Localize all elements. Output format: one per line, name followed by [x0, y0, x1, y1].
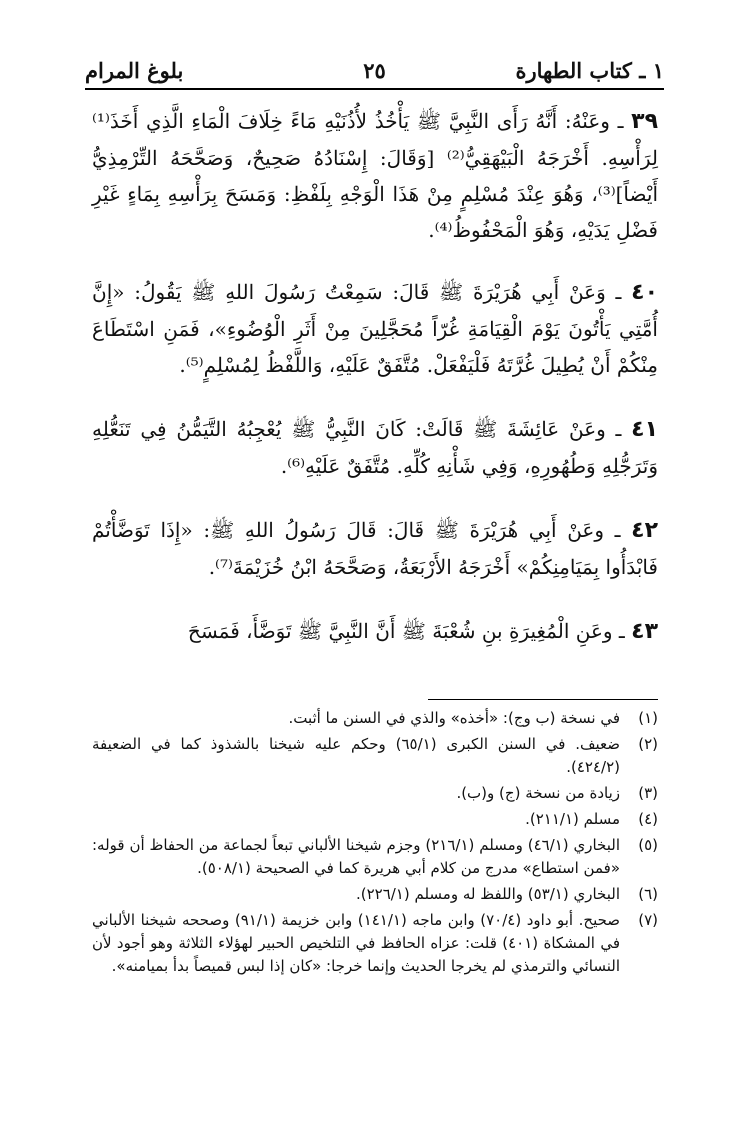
- hadith-41: [92, 411, 658, 484]
- hadith-43: [92, 613, 658, 650]
- footnote-5: [92, 834, 658, 880]
- footnote-number: (٥): [638, 836, 658, 854]
- hadith-42: [92, 512, 658, 585]
- hadith-number: ٣٩: [631, 109, 658, 134]
- hadith-text: ـ وعَنِ الْمُغِيرَةِ بنِ شُعْبَةَ ﷺ أَنَّ النَّبِيَّ ﷺ تَوَضَّأَ، فَمَسَحَ: [187, 619, 625, 643]
- footnote-4: [92, 808, 658, 831]
- hadith-text: ـ وعَنْ عَائِشَةَ ﷺ قَالَتْ: كَانَ النَّبِيُّ ﷺ يُعْجِبُهُ التَّيَمُّنُ فِي تَنَعُّلِهِ وَتَرَجُّلِهِ وَطُهُورِهِ، وَفِي شَأْنِهِ كُلِّهِ. مُتَّفَقٌ عَلَيْهِ⁽⁶⁾.: [92, 417, 658, 478]
- hadith-40: [92, 274, 658, 383]
- hadith-number: ٤١: [631, 417, 658, 442]
- hadith-text-body: [92, 103, 658, 678]
- footnote-3: [92, 782, 658, 805]
- footnote-1: [92, 707, 658, 730]
- chapter-title: ١ ـ كتاب الطهارة: [515, 58, 664, 83]
- footnote-text: البخاري (٥٣/١) واللفظ له ومسلم (٢٢٦/١).: [355, 885, 620, 903]
- footnotes: [92, 707, 658, 981]
- footnote-divider: [428, 699, 658, 700]
- footnote-2: [92, 733, 658, 779]
- footnote-text: مسلم (٢١١/١).: [525, 810, 620, 828]
- footnote-6: [92, 883, 658, 906]
- hadith-number: ٤٠: [631, 280, 659, 305]
- footnote-number: (٧): [638, 911, 658, 929]
- footnote-number: (٣): [638, 784, 658, 802]
- hadith-text: ـ وَعَنْ أَبِي هُرَيْرَةَ ﷺ قَالَ: سَمِعْتُ رَسُولَ اللهِ ﷺ يَقُولُ: «إِنَّ أُمَّتِي يَأْتُونَ يَوْمَ الْقِيَامَةِ غُرّاً مُحَجَّلِينَ مِنْ أَثَرِ الْوُضُوءِ»، فَمَنِ اسْتَطَاعَ مِنْكُمْ أَنْ يُطِيلَ غُرَّتَهُ فَلْيَفْعَلْ. مُتَّفَقٌ عَلَيْهِ، وَاللَّفْظُ لِمُسْلِمٍ⁽⁵⁾.: [92, 280, 658, 377]
- footnote-text: ضعيف. في السنن الكبرى (٦٥/١) وحكم عليه شيخنا بالشذوذ كما في الضعيفة (٤٢٤/٢).: [92, 735, 620, 776]
- page-number: ٢٥: [363, 58, 386, 83]
- footnote-text: البخاري (٤٦/١) ومسلم (٢١٦/١) وجزم شيخنا الألباني تبعاً لجماعة من الحفاظ أن قوله: «فمن استطاع» مدرج من كلام أبي هريرة كما في الصحيحة (٥٠٨/١).: [92, 836, 621, 877]
- hadith-text: ـ وعَنْ أَبِي هُرَيْرَةَ ﷺ قَالَ: قَالَ رَسُولُ اللهِ ﷺ: «إِذَا تَوَضَّأْتُمْ فَابْدَأُوا بِمَيَامِنِكُمْ» أَخْرَجَهُ الأَرْبَعَةُ، وَصَحَّحَهُ ابْنُ خُزَيْمَةَ⁽⁷⁾.: [92, 518, 658, 579]
- hadith-39: [92, 103, 658, 248]
- footnote-number: (٢): [638, 735, 658, 753]
- running-header: [85, 52, 664, 86]
- footnote-number: (٦): [638, 885, 658, 903]
- footnote-text: في نسخة (ب وج): «أخذه» والذي في السنن ما أثبت.: [288, 709, 620, 727]
- footnote-number: (١): [638, 709, 658, 727]
- footnote-text: صحيح. أبو داود (٧٠/٤) وابن ماجه (١٤١/١) وابن خزيمة (٩١/١) وصححه شيخنا الألباني في المشكاة (٤٠١) قلت: عزاه الحافظ في التلخيص الحبير لهؤلاء الثلاثة وهو أجود لأن النسائي والترمذي لم يخرجا الحديث وإنما خرجا: «كان إذا لبس قميصاً بدأ بميامنه».: [92, 911, 621, 975]
- footnote-number: (٤): [638, 810, 658, 828]
- header-divider: [85, 88, 664, 90]
- hadith-number: ٤٢: [631, 518, 658, 543]
- footnote-text: زيادة من نسخة (ج) و(ب).: [456, 784, 620, 802]
- footnote-7: [92, 909, 658, 978]
- hadith-number: ٤٣: [631, 619, 658, 644]
- book-title: بلوغ المرام: [85, 58, 184, 83]
- hadith-text: ـ وعَنْهُ: أَنَّهُ رَأَى النَّبِيَّ ﷺ يَأْخُذُ لأُذُنَيْهِ مَاءً خِلَافَ الْمَاءِ الَّذِي أَخَذَ⁽¹⁾ لِرَأْسِهِ. أَخْرَجَهُ الْبَيْهَقِيُّ⁽²⁾ [وَقَالَ: إِسْنَادُهُ صَحِيحٌ، وَصَحَّحَهُ التِّرْمِذِيُّ أَيْضاً]⁽³⁾، وَهُوَ عِنْدَ مُسْلِمٍ مِنْ هَذَا الْوَجْهِ بِلَفْظِ: وَمَسَحَ بِرَأْسِهِ بِمَاءٍ غَيْرِ فَضْلِ يَدَيْهِ، وَهُوَ الْمَحْفُوظُ⁽⁴⁾.: [92, 109, 658, 242]
